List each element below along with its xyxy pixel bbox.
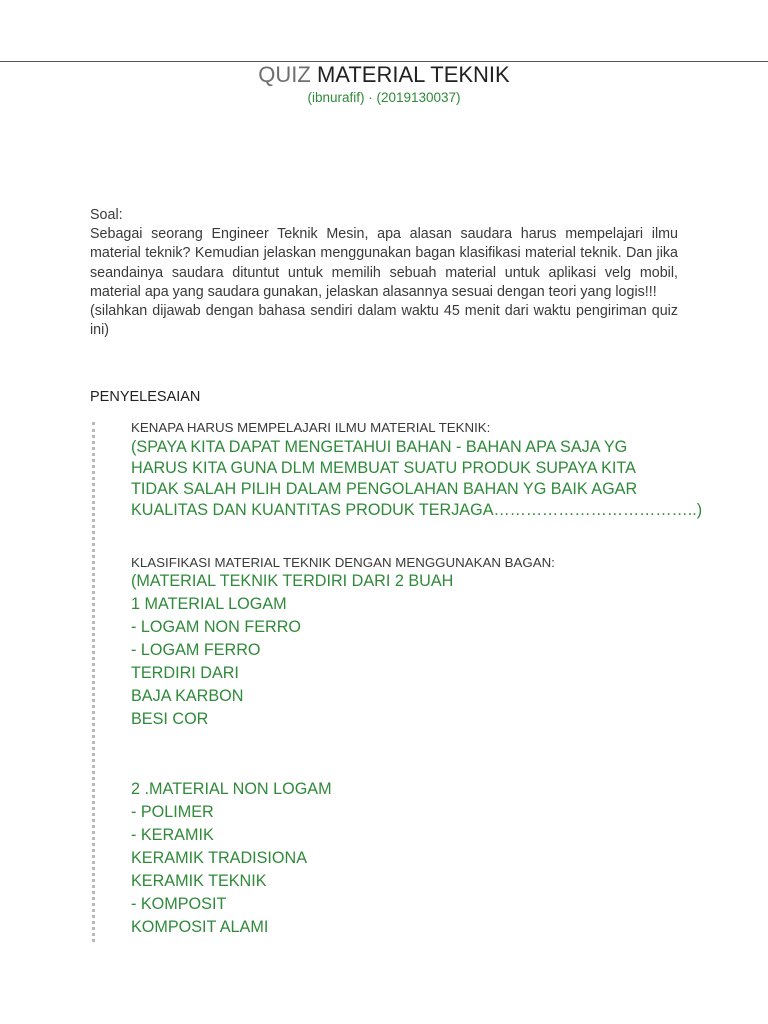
classification-line: BAJA KARBON bbox=[131, 687, 244, 705]
section-1-answer-line: KUALITAS DAN KUANTITAS PRODUK TERJAGA………………………………..) bbox=[131, 501, 703, 519]
solution-heading: PENYELESAIAN bbox=[90, 389, 201, 405]
classification-line: KOMPOSIT ALAMI bbox=[131, 918, 269, 936]
section-1-answer-line: HARUS KITA GUNA DLM MEMBUAT SUATU PRODUK SUPAYA KITA bbox=[131, 459, 636, 477]
classification-line: - KERAMIK bbox=[131, 826, 214, 844]
classification-line: - LOGAM NON FERRO bbox=[131, 618, 301, 636]
classification-line: (MATERIAL TEKNIK TERDIRI DARI 2 BUAH bbox=[131, 572, 454, 590]
classification-line: 1 MATERIAL LOGAM bbox=[131, 595, 287, 613]
classification-line: KERAMIK TEKNIK bbox=[131, 872, 267, 890]
section-1-answer-line: (SPAYA KITA DAPAT MENGETAHUI BAHAN - BAHAN APA SAJA YG bbox=[131, 438, 628, 456]
classification-line: 2 .MATERIAL NON LOGAM bbox=[131, 780, 332, 798]
question-label: Soal: bbox=[90, 207, 123, 223]
answer-dotted-rule bbox=[92, 422, 95, 942]
classification-line: - POLIMER bbox=[131, 803, 214, 821]
title-main: MATERIAL TEKNIK bbox=[316, 62, 510, 87]
section-1-answer-line: TIDAK SALAH PILIH DALAM PENGOLAHAN BAHAN YG BAIK AGAR bbox=[131, 480, 638, 498]
section-2-label-wrap bbox=[131, 555, 691, 570]
classification-line: KERAMIK TRADISIONA bbox=[131, 849, 307, 867]
classification-line: BESI COR bbox=[131, 710, 209, 728]
title-prefix: QUIZ bbox=[258, 62, 311, 87]
question-note: (silahkan dijawab dengan bahasa sendiri dalam waktu 45 menit dari waktu pengiriman quiz ini) bbox=[90, 303, 678, 339]
classification-line: - KOMPOSIT bbox=[131, 895, 227, 913]
author-subtitle: (ibnurafif) · (2019130037) bbox=[307, 90, 461, 105]
section-2-label: KLASIFIKASI MATERIAL TEKNIK DENGAN MENGGUNAKAN BAGAN: bbox=[131, 555, 555, 570]
question-block bbox=[90, 206, 678, 340]
section-1-label: KENAPA HARUS MEMPELAJARI ILMU MATERIAL TEKNIK: bbox=[131, 420, 491, 435]
answer-section-1 bbox=[131, 420, 703, 521]
page-title bbox=[0, 62, 768, 88]
classification-line: - LOGAM FERRO bbox=[131, 641, 261, 659]
question-body: Sebagai seorang Engineer Teknik Mesin, apa alasan saudara harus mempelajari ilmu material teknik? Kemudian jelaskan menggunakan bagan klasifikasi material teknik. Dan jika seandainya saudara dituntut untuk memilih sebuah material untuk aplikasi velg mobil, material apa yang saudara gunakan, jelaskan alasannya sesuai dengan teori yang logis!!! bbox=[90, 226, 678, 300]
classification-line: TERDIRI DARI bbox=[131, 664, 239, 682]
